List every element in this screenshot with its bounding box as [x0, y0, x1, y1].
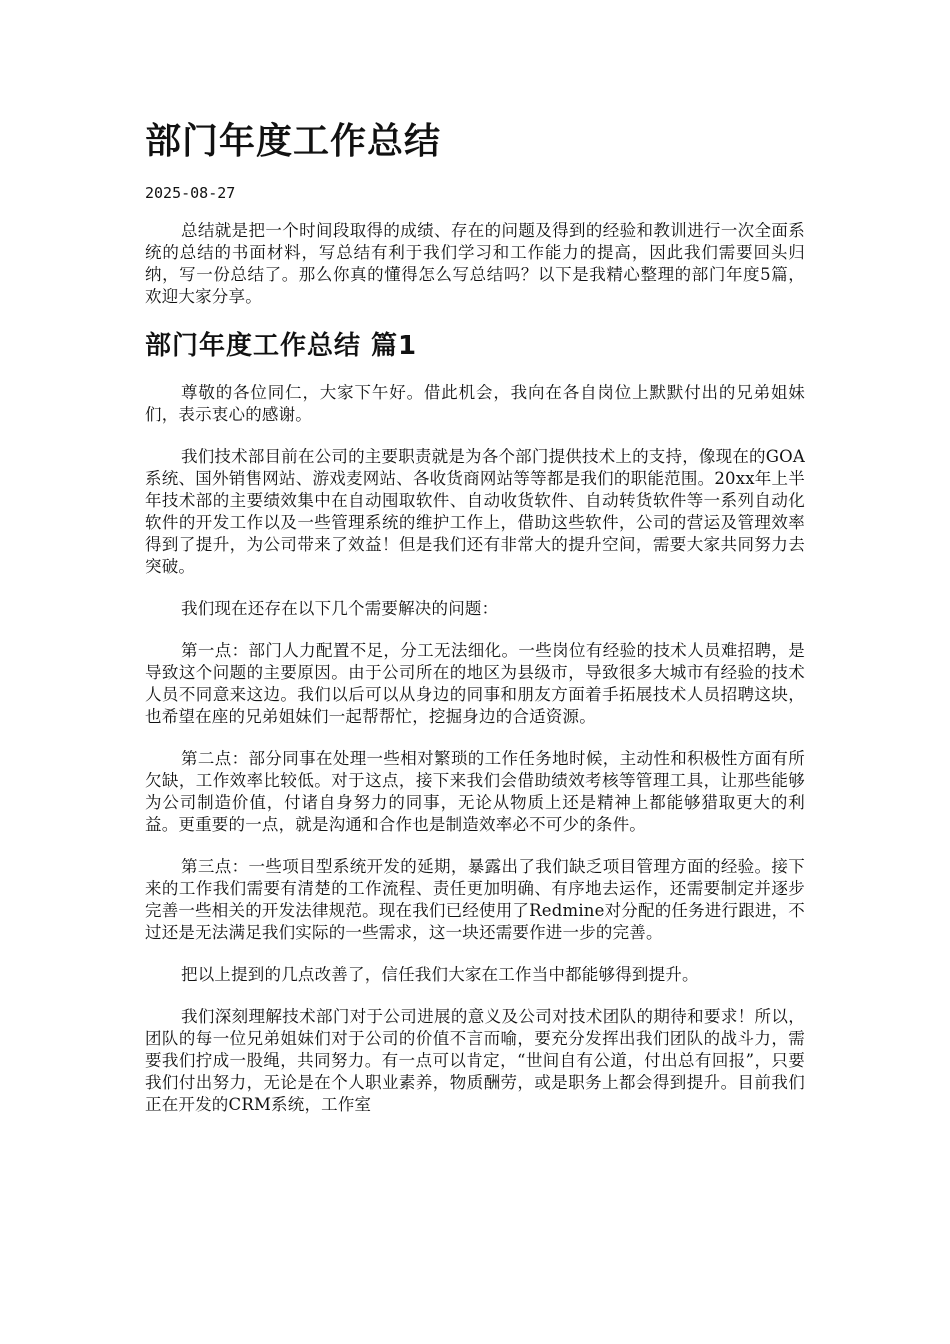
body-paragraph-greeting: 尊敬的各位同仁，大家下午好。借此机会，我向在各自岗位上默默付出的兄弟姐妹们，表示衷心的感谢。: [145, 383, 805, 424]
body-paragraph-improvement: 把以上提到的几点改善了，信任我们大家在工作当中都能够得到提升。: [181, 965, 699, 984]
section-heading: 部门年度工作总结 篇1: [145, 331, 418, 361]
document-date: 2025-08-27: [145, 184, 236, 202]
body-paragraph-point-three: 第三点：一些项目型系统开发的延期，暴露出了我们缺乏项目管理方面的经验。接下来的工作我们需要有清楚的工作流程、责任更加明确、有序地去运作，还需要制定并逐步完善一些相关的开发法律规范。现在我们已经使用了Redmine对分配的任务进行跟进，不过还是无法满足我们实际的一些需求，这一块还需要作进一步的完善。: [145, 857, 805, 942]
body-paragraph-team: 我们深刻理解技术部门对于公司进展的意义及公司对技术团队的期待和要求！所以，团队的每一位兄弟姐妹们对于公司的价值不言而喻，要充分发挥出我们团队的战斗力，需要我们拧成一股绳，共同努力。有一点可以肯定，“世间自有公道，付出总有回报”，只要我们付出努力，无论是在个人职业素养，物质酬劳，或是职务上都会得到提升。目前我们正在开发的CRM系统，工作室: [145, 1007, 805, 1114]
document-title: 部门年度工作总结: [145, 121, 442, 162]
body-paragraph-point-two: 第二点：部分同事在处理一些相对繁琐的工作任务地时候，主动性和积极性方面有所欠缺，工作效率比较低。对于这点，接下来我们会借助绩效考核等管理工具，让那些能够为公司制造价值，付诸自身努力的同事，无论从物质上还是精神上都能够猎取更大的利益。更重要的一点，就是沟通和合作也是制造效率必不可少的条件。: [145, 749, 805, 834]
body-paragraph-point-one: 第一点：部门人力配置不足，分工无法细化。一些岗位有经验的技术人员难招聘，是导致这个问题的主要原因。由于公司所在的地区为县级市，导致很多大城市有经验的技术人员不同意来这边。我们以后可以从身边的同事和朋友方面着手拓展技术人员招聘这块，也希望在座的兄弟姐妹们一起帮帮忙，挖掘身边的合适资源。: [145, 641, 805, 726]
document-page: [145, 0, 805, 1136]
body-paragraph-responsibilities: 我们技术部目前在公司的主要职责就是为各个部门提供技术上的支持，像现在的GOA系统、国外销售网站、游戏麦网站、各收货商网站等等都是我们的职能范围。20xx年上半年技术部的主要绩效集中在自动囤取软件、自动收货软件、自动转货软件等一系列自动化软件的开发工作以及一些管理系统的维护工作上，借助这些软件，公司的营运及管理效率得到了提升，为公司带来了效益！但是我们还有非常大的提升空间，需要大家共同努力去突破。: [145, 447, 805, 576]
intro-paragraph: 总结就是把一个时间段取得的成绩、存在的问题及得到的经验和教训进行一次全面系统的总结的书面材料，写总结有利于我们学习和工作能力的提高，因此我们需要回头归纳，写一份总结了。那么你真的懂得怎么写总结吗？以下是我精心整理的部门年度5篇，欢迎大家分享。: [145, 221, 805, 306]
body-paragraph-problems-intro: 我们现在还存在以下几个需要解决的问题：: [181, 599, 499, 618]
